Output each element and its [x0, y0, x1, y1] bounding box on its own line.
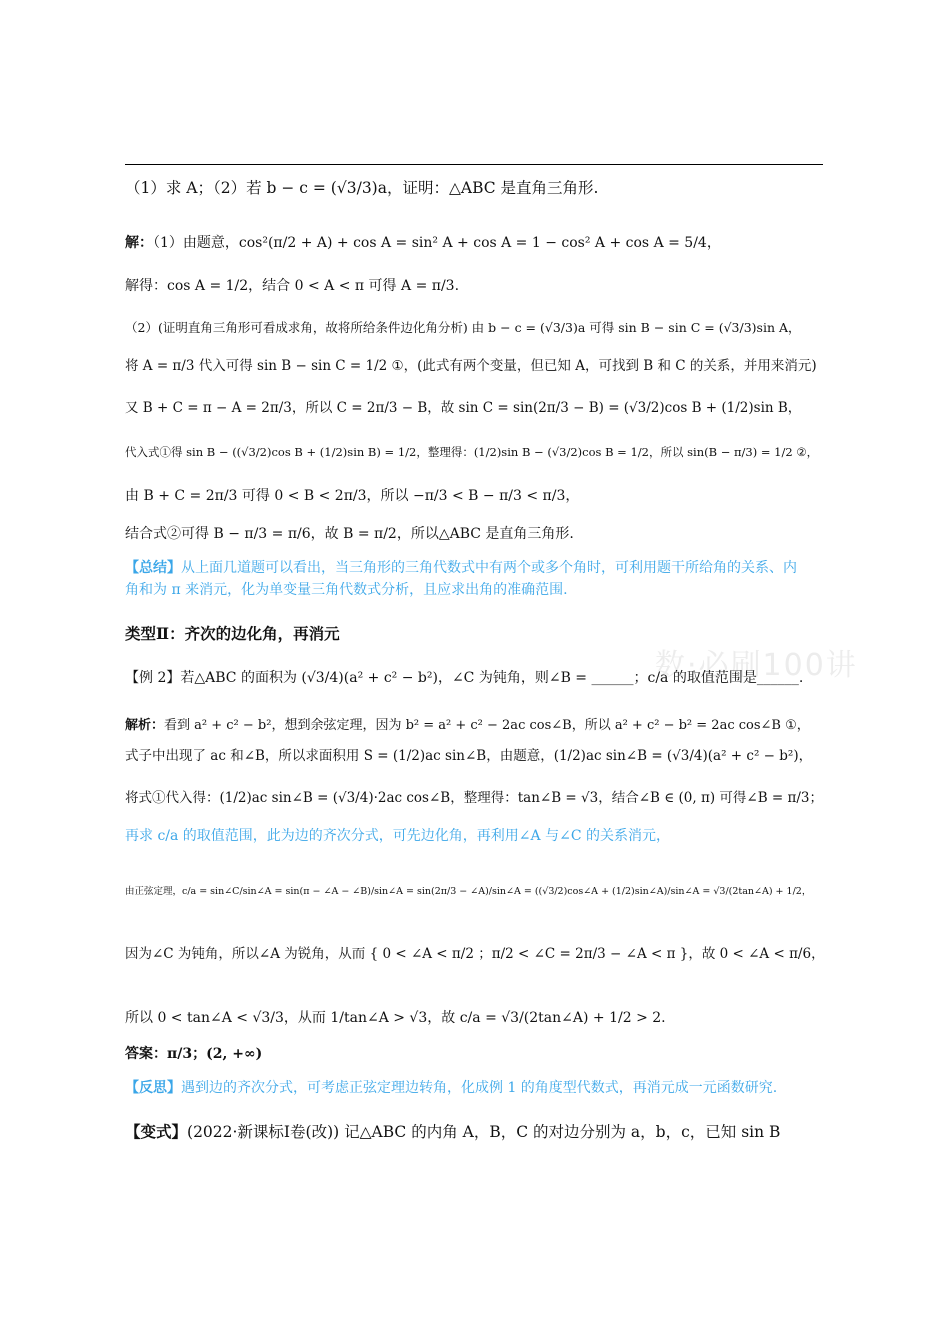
- text-line-a3: [125, 788, 823, 808]
- line-label: 【反思】: [125, 1080, 181, 1096]
- text-line-s3a: [125, 318, 801, 338]
- text-line-s4: [125, 356, 817, 376]
- text-line-ref: [125, 1078, 777, 1098]
- text-line-a1: [125, 716, 810, 736]
- line-text: （1）求 A；（2）若 b − c = (√3/3)a，证明：△ABC 是直角三角形.: [125, 179, 599, 197]
- line-text: 再求 c/a 的取值范围，此为边的齐次分式，可先边化角，再利用∠A 与∠C 的关系消元，: [125, 828, 670, 844]
- line-text: （2）(证明直角三角形可看成求角，故将所给条件边化角分析) 由 b − c = (√3/3)a 可得 sin B − sin C = (√3/3)sin A，: [125, 320, 801, 335]
- line-text: （1）由题意，cos²(π/2 + A) + cos A = sin² A + cos A = 1 − cos² A + cos A = 5/4，: [153, 235, 721, 251]
- text-line-a6: [125, 944, 825, 964]
- line-label: 【总结】: [125, 560, 181, 576]
- text-line-ans: [125, 1044, 262, 1064]
- line-text: 结合式②可得 B − π/3 = π/6，故 B = π/2，所以△ABC 是直角三角形.: [125, 526, 574, 542]
- text-line-sum1: [125, 558, 797, 578]
- text-line-s5: [125, 398, 801, 418]
- text-line-q1: [125, 178, 598, 198]
- line-label: 解析：: [125, 718, 165, 733]
- line-label: 解：: [125, 235, 153, 251]
- line-text: 角和为 π 来消元，化为单变量三角代数式分析，且应求出角的准确范围.: [125, 582, 568, 598]
- text-line-sum2: [125, 580, 568, 600]
- line-text: 又 B + C = π − A = 2π/3，所以 C = 2π/3 − B，故 sin C = sin(2π/3 − B) = (√3/2)cos B + (1/2)sin B，: [125, 400, 802, 416]
- text-line-a5: [125, 882, 811, 902]
- line-text: 【例 2】若△ABC 的面积为 (√3/4)(a² + c² − b²)，∠C 为钝角，则∠B = ______；c/a 的取值范围是______.: [125, 670, 804, 686]
- line-text: 解得：cos A = 1/2，结合 0 < A < π 可得 A = π/3.: [125, 278, 460, 294]
- text-line-s6: [125, 442, 818, 462]
- text-line-a2: [125, 746, 812, 766]
- line-label: 【变式】: [125, 1122, 188, 1141]
- text-line-s1: [125, 233, 721, 253]
- text-line-var: [125, 1122, 780, 1142]
- text-line-s7: [125, 486, 579, 506]
- text-line-s8: [125, 524, 574, 544]
- text-line-a4: [125, 826, 670, 846]
- header-rule: [125, 164, 823, 165]
- line-text: 由 B + C = 2π/3 可得 0 < B < 2π/3，所以 −π/3 < B − π/3 < π/3，: [125, 488, 580, 504]
- text-line-ex2: [125, 668, 803, 688]
- line-text: 类型Ⅱ：齐次的边化角，再消元: [125, 624, 340, 643]
- line-text: (2022·新课标Ⅰ卷(改)) 记△ABC 的内角 A，B，C 的对边分别为 a，b，c，已知 sin B: [187, 1123, 781, 1141]
- line-text: 由正弦定理，c/a = sin∠C/sin∠A = sin(π − ∠A − ∠B)/sin∠A = sin(2π/3 − ∠A)/sin∠A = ((√3/2)cos∠A + (1/2)sin∠A)/sin∠A = √3/(2tan∠A) + 1/2，: [125, 886, 812, 897]
- line-text: 看到 a² + c² − b²，想到余弦定理，因为 b² = a² + c² − 2ac cos∠B，所以 a² + c² − b² = 2ac cos∠B ①，: [164, 718, 810, 733]
- line-text: 将式①代入得：(1/2)ac sin∠B = (√3/4)·2ac cos∠B，整理得：tan∠B = √3，结合∠B ∈ (0, π) 可得∠B = π/3；: [125, 790, 824, 806]
- line-text: 代入式①得 sin B − ((√3/2)cos B + (1/2)sin B) = 1/2，整理得：(1/2)sin B − (√3/2)cos B = 1/2，所以 sin(B − π/3) = 1/2 ②，: [125, 445, 819, 459]
- line-text: 遇到边的齐次分式，可考虑正弦定理边转角，化成例 1 的角度型代数式，再消元成一元函数研究.: [181, 1080, 778, 1096]
- line-label: 答案：: [125, 1046, 167, 1062]
- line-text: 从上面几道题可以看出，当三角形的三角代数式中有两个或多个角时，可利用题干所给角的关系、内: [181, 560, 797, 576]
- text-line-s2: [125, 276, 459, 296]
- line-text: π/3；(2, +∞): [167, 1046, 263, 1062]
- line-text: 式子中出现了 ac 和∠B，所以求面积用 S = (1/2)ac sin∠B，由题意，(1/2)ac sin∠B = (√3/4)(a² + c² − b²)，: [125, 748, 813, 764]
- watermark: 数·必刷100讲: [655, 648, 858, 683]
- line-text: 所以 0 < tan∠A < √3/3，从而 1/tan∠A > √3，故 c/a = √3/(2tan∠A) + 1/2 > 2.: [125, 1010, 666, 1026]
- text-line-a7: [125, 1008, 666, 1028]
- line-text: 因为∠C 为钝角，所以∠A 为锐角，从而 { 0 < ∠A < π/2 ；π/2 < ∠C = 2π/3 − ∠A < π }，故 0 < ∠A < π/6，: [125, 946, 825, 962]
- line-text: 将 A = π/3 代入可得 sin B − sin C = 1/2 ①，(此式有两个变量，但已知 A，可找到 B 和 C 的关系，并用来消元): [125, 358, 817, 374]
- text-line-type2: [125, 624, 340, 644]
